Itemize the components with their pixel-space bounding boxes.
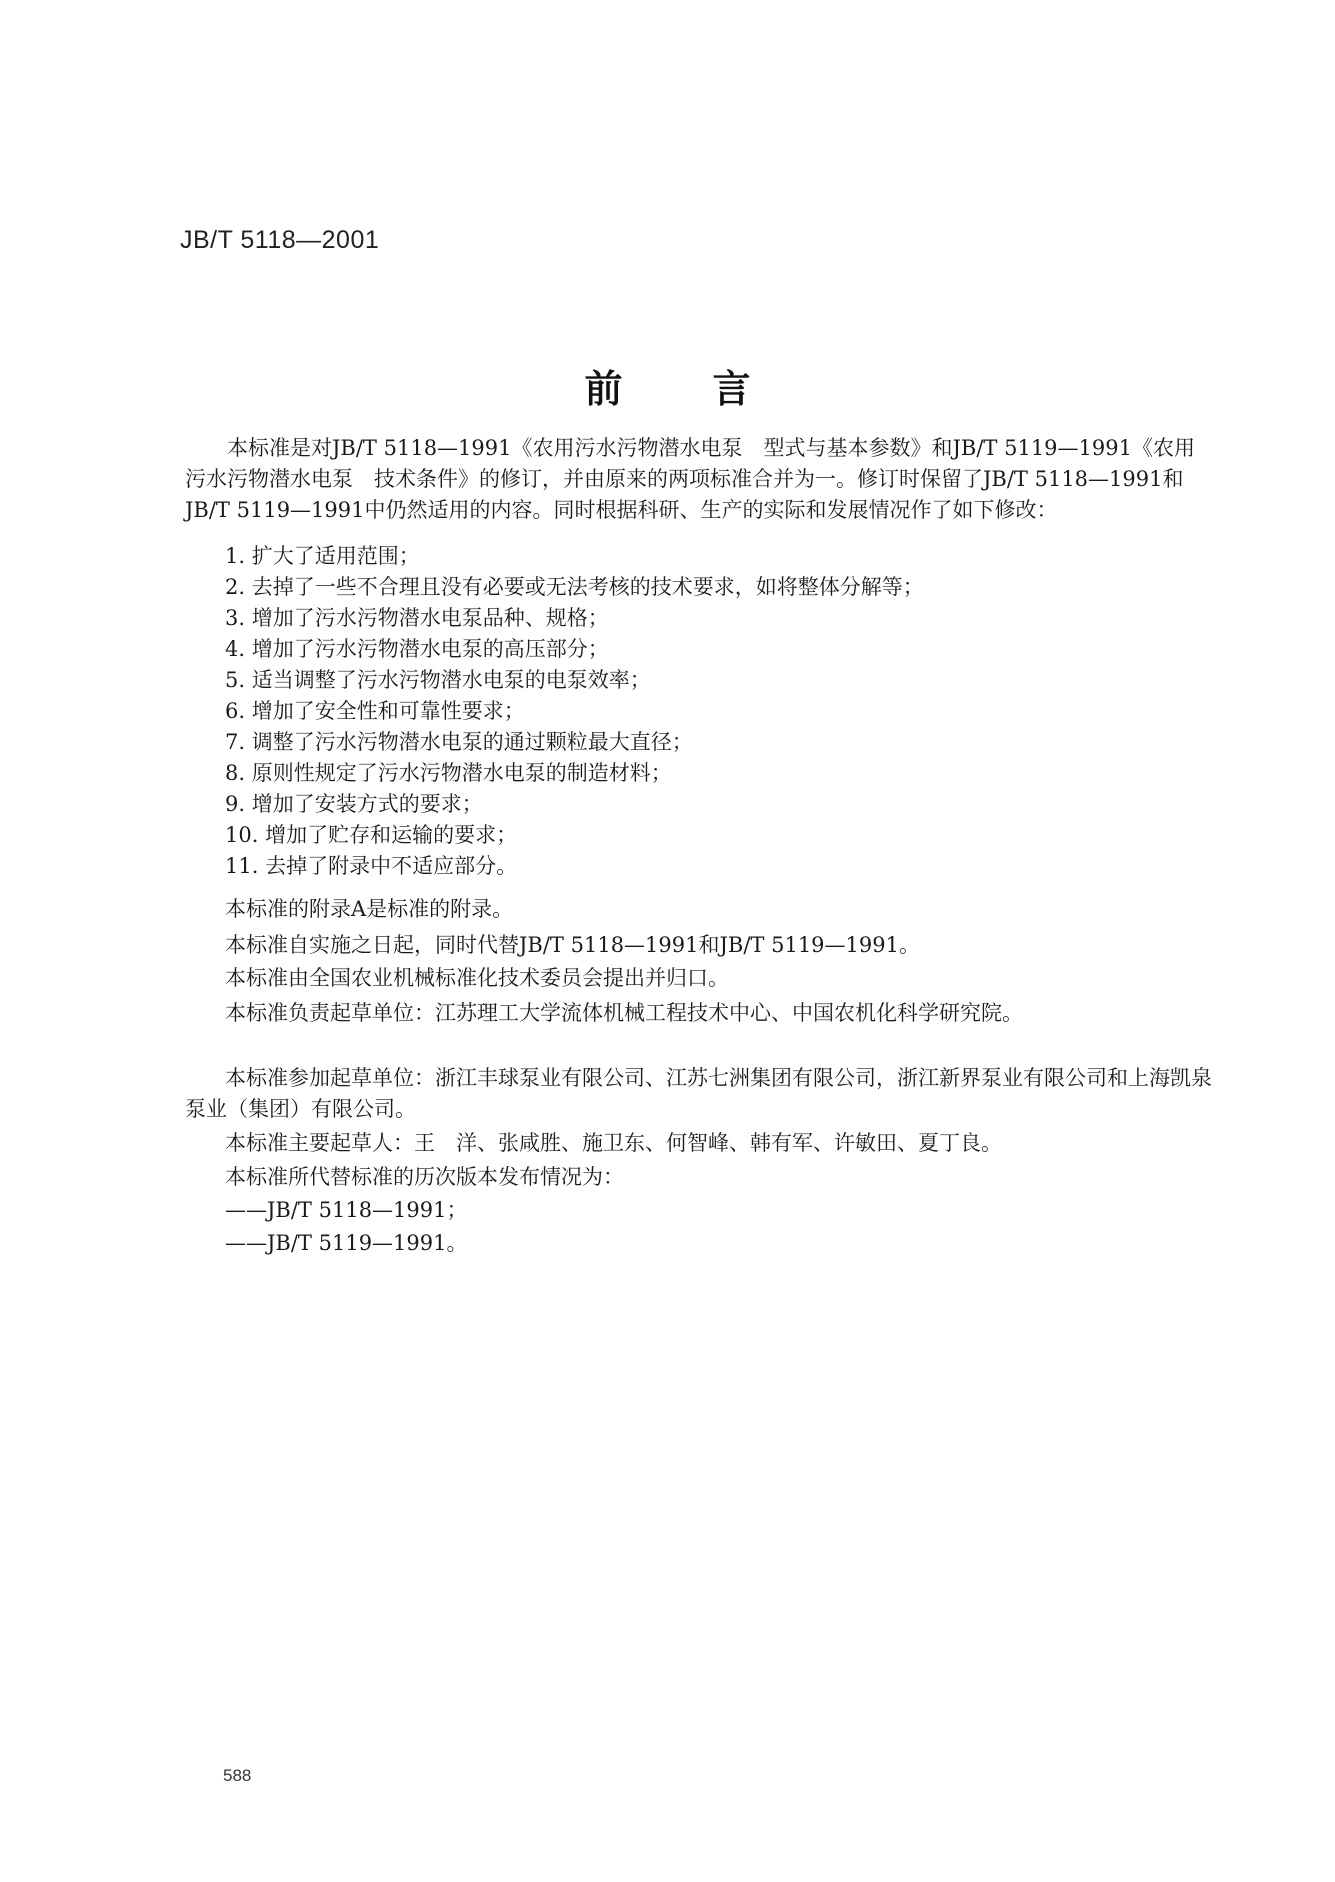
change-item: 1. 扩大了适用范围； [225, 544, 420, 568]
participating-units-statement: 本标准参加起草单位：浙江丰球泵业有限公司、江苏七洲集团有限公司，浙江新界泵业有限公司和上海凯泉泵业（集团）有限公司。 [185, 1066, 1212, 1121]
intro-paragraph: 本标准是对JB/T 5118—1991《农用污水污物潜水电泵 型式与基本参数》和JB/T 5119—1991《农用污水污物潜水电泵 技术条件》的修订，并由原来的两项标准合并为一。修订时保留了JB/T 5118—1991和JB/T 5119—1991中仍然适用的内容。同时根据科研、生产的实际和发展情况作了如下修改： [185, 436, 1195, 522]
change-item: 11. 去掉了附录中不适应部分。 [225, 854, 518, 878]
change-item: 2. 去掉了一些不合理且没有必要或无法考核的技术要求，如将整体分解等； [225, 575, 924, 599]
change-item: 5. 适当调整了污水污物潜水电泵的电泵效率； [225, 668, 651, 692]
history-intro: 本标准所代替标准的历次版本发布情况为： [225, 1165, 624, 1189]
change-item: 7. 调整了污水污物潜水电泵的通过颗粒最大直径； [225, 730, 693, 754]
responsible-unit-statement: 本标准负责起草单位：江苏理工大学流体机械工程技术中心、中国农机化科学研究院。 [225, 1001, 1023, 1025]
proposed-by-statement: 本标准由全国农业机械标准化技术委员会提出并归口。 [225, 966, 729, 990]
change-item: 3. 增加了污水污物潜水电泵品种、规格； [225, 606, 609, 630]
replaces-statement: 本标准自实施之日起，同时代替JB/T 5118—1991和JB/T 5119—1991。 [225, 933, 920, 957]
standard-code: JB/T 5118—2001 [180, 226, 380, 254]
drafters-statement: 本标准主要起草人：王 洋、张咸胜、施卫东、何智峰、韩有军、许敏田、夏丁良。 [225, 1131, 1002, 1155]
history-item: ——JB/T 5118—1991； [225, 1198, 468, 1222]
appendix-statement: 本标准的附录A是标准的附录。 [225, 897, 514, 921]
change-item: 8. 原则性规定了污水污物潜水电泵的制造材料； [225, 761, 672, 785]
change-item: 6. 增加了安全性和可靠性要求； [225, 699, 525, 723]
change-item: 9. 增加了安装方式的要求； [225, 792, 483, 816]
change-item: 4. 增加了污水污物潜水电泵的高压部分； [225, 637, 609, 661]
page-title: 前言 [584, 367, 841, 411]
history-item: ——JB/T 5119—1991。 [225, 1231, 468, 1255]
page-number: 588 [223, 1766, 252, 1785]
change-item: 10. 增加了贮存和运输的要求； [225, 823, 518, 847]
